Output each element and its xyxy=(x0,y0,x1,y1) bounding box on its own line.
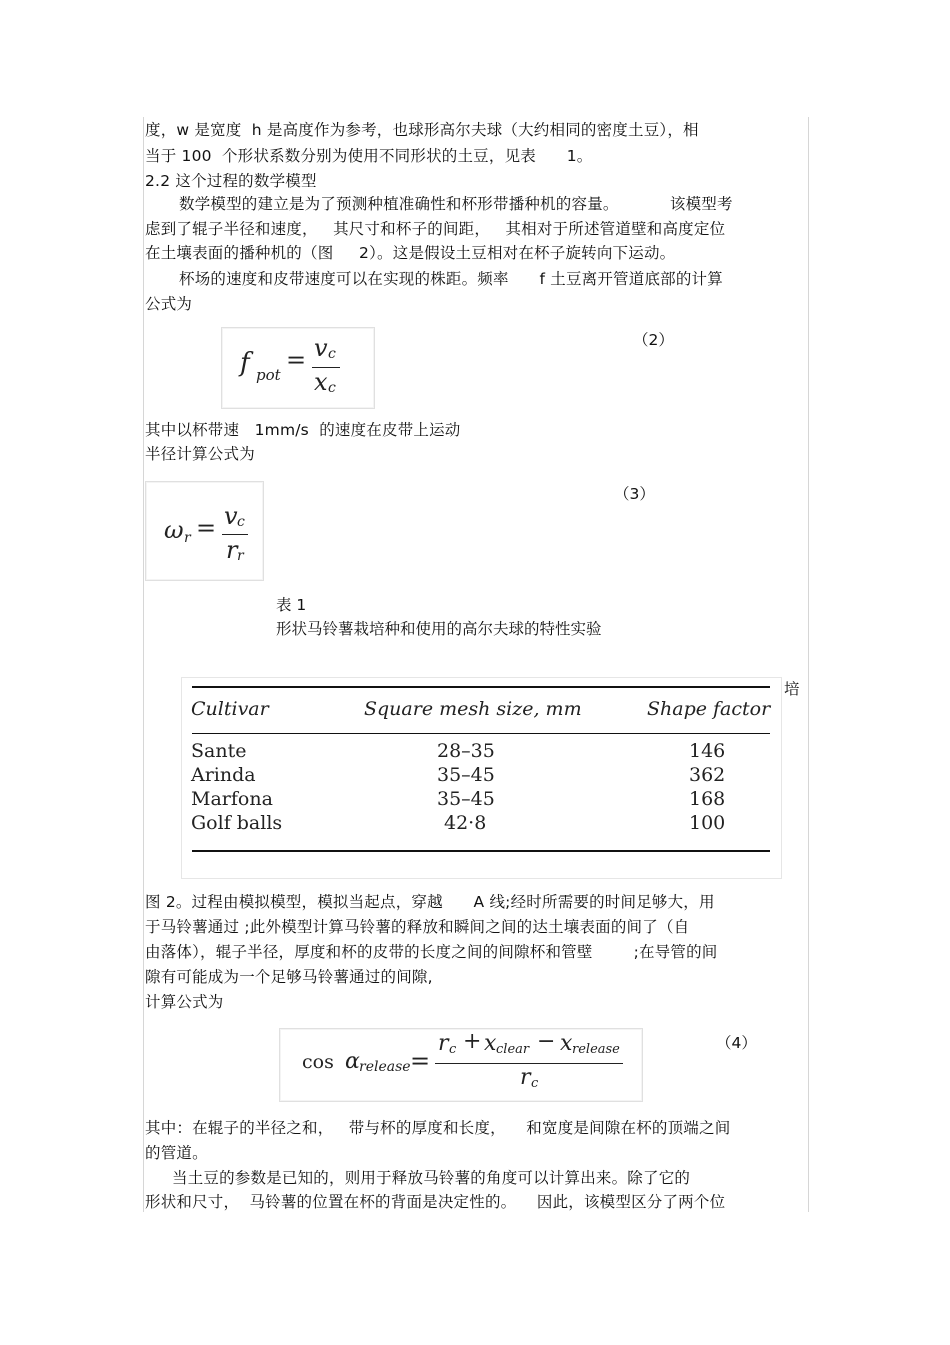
equation-2-number: （2） xyxy=(633,331,674,349)
eq4-x-release-sub: release xyxy=(572,1042,620,1057)
equation-4-number: （4） xyxy=(716,1034,757,1052)
eq4-lhs-sub: release xyxy=(359,1059,411,1075)
paragraph2-line2: 虑到了辊子半径和速度， 其尺寸和杯子的间距， 其相对于所述管道壁和高度定位 xyxy=(145,220,726,238)
paragraph4-line2: 于马铃薯通过 ;此外模型计算马铃薯的释放和瞬间之间的达土壤表面的间了（自 xyxy=(145,918,690,936)
eq4-plus: + xyxy=(463,1029,482,1054)
table-cell-cultivar: Marfona xyxy=(191,788,273,810)
eq2-denominator: x xyxy=(314,368,328,396)
eq4-denominator: r xyxy=(520,1065,531,1090)
table-cell-cultivar: Arinda xyxy=(191,764,256,786)
paragraph2-line3: 在土壤表面的播种机的（图 2）。这是假设土豆相对在杯子旋转向下运动。 xyxy=(145,244,676,262)
paragraph4-line1: 图 2。过程由模拟模型，模拟当起点，穿越 A 线;经时所需要的时间足够大，用 xyxy=(145,893,715,911)
table-cell-shape: 168 xyxy=(689,788,726,810)
eq2-numerator: v xyxy=(314,334,328,362)
table-cell-shape: 146 xyxy=(689,740,726,762)
equation-3-box xyxy=(145,481,264,581)
eq3-denominator-sub: r xyxy=(237,548,244,564)
table-cell-mesh: 35–45 xyxy=(437,764,495,786)
table-header-rule xyxy=(192,733,770,734)
eq4-x-clear-sub: clear xyxy=(496,1042,530,1057)
table-cell-shape: 100 xyxy=(689,812,726,834)
paragraph6-line1: 当土豆的参数是已知的，则用于释放马铃薯的角度可以计算出来。除了它的 xyxy=(172,1169,691,1187)
paragraph1-line2: 当于 100 个形状系数分别为使用不同形状的土豆，见表 1。 xyxy=(145,147,593,165)
cultivar-table xyxy=(181,677,782,879)
paragraph1-line1: 度，w 是宽度 h 是高度作为参考，也球形高尔夫球（大约相同的密度土豆），相 xyxy=(145,121,699,139)
paragraph4-line3: 由落体），辊子半径，厚度和杯的皮带的长度之间的间隙杯和管壁 ;在导管的间 xyxy=(145,943,718,961)
table-cell-mesh: 42·8 xyxy=(444,812,487,834)
eq4-minus: − xyxy=(537,1029,556,1054)
eq3-numerator-sub: c xyxy=(237,514,245,530)
eq3-equals: = xyxy=(196,514,217,542)
eq4-cos: cos xyxy=(302,1051,334,1073)
table-cell-cultivar: Sante xyxy=(191,740,247,762)
table-cell-shape: 362 xyxy=(689,764,726,786)
eq2-lhs-sub: pot xyxy=(256,366,281,384)
paragraph4-line4: 隙有可能成为一个足够马铃薯通过的间隙, xyxy=(145,968,433,986)
eq4-numerator-r-sub: c xyxy=(449,1042,457,1057)
paragraph2-line1: 数学模型的建立是为了预测种植准确性和杯形带播种机的容量。 该模型考 xyxy=(179,195,733,213)
eq2-lhs: f xyxy=(240,348,250,378)
eq2-denominator-sub: c xyxy=(328,380,336,396)
eq4-numerator-r: r xyxy=(438,1031,449,1056)
table-caption-label: 表 1 xyxy=(276,596,307,614)
after-eq2-line1: 其中以杯带速 1mm/s 的速度在皮带上运动 xyxy=(145,421,461,439)
after-eq2-line2: 半径计算公式为 xyxy=(145,445,255,463)
eq3-lhs: ω xyxy=(164,516,184,544)
side-character: 培 xyxy=(784,680,800,698)
eq2-numerator-sub: c xyxy=(328,346,336,362)
table-cell-mesh: 28–35 xyxy=(437,740,495,762)
table-header-cultivar: Cultivar xyxy=(191,698,269,720)
table-header-mesh: Square mesh size, mm xyxy=(364,698,582,720)
paragraph5-line1: 其中：在辊子的半径之和， 带与杯的厚度和长度， 和宽度是间隙在杯的顶端之间 xyxy=(145,1119,731,1137)
paragraph6-line2: 形状和尺寸， 马铃薯的位置在杯的背面是决定性的。 因此，该模型区分了两个位 xyxy=(145,1193,726,1211)
eq4-x-clear: x xyxy=(484,1031,497,1056)
table-cell-cultivar: Golf balls xyxy=(191,812,283,834)
eq4-denominator-sub: c xyxy=(531,1076,539,1091)
eq3-lhs-sub: r xyxy=(184,530,191,546)
eq3-denominator: r xyxy=(226,536,238,564)
equation-4-box xyxy=(279,1028,643,1102)
paragraph4-line5: 计算公式为 xyxy=(145,993,224,1011)
eq3-numerator: v xyxy=(224,502,238,530)
paragraph3-line2: 公式为 xyxy=(145,295,193,313)
table-top-rule xyxy=(192,686,770,688)
eq4-x-release: x xyxy=(560,1031,573,1056)
eq4-equals: = xyxy=(410,1047,431,1075)
equation-2-box xyxy=(221,327,375,409)
section-heading: 2.2 这个过程的数学模型 xyxy=(145,172,317,190)
eq2-equals: = xyxy=(286,346,307,374)
eq4-alpha: α xyxy=(345,1049,360,1074)
table-bottom-rule xyxy=(192,850,770,852)
paragraph3-line1: 杯场的速度和皮带速度可以在实现的株距。频率 f 土豆离开管道底部的计算 xyxy=(179,270,723,288)
table-caption-title: 形状马铃薯栽培种和使用的高尔夫球的特性实验 xyxy=(276,620,602,638)
table-cell-mesh: 35–45 xyxy=(437,788,495,810)
paragraph5-line2: 的管道。 xyxy=(145,1144,208,1162)
equation-3-number: （3） xyxy=(614,485,655,503)
table-header-shape: Shape factor xyxy=(647,698,771,720)
